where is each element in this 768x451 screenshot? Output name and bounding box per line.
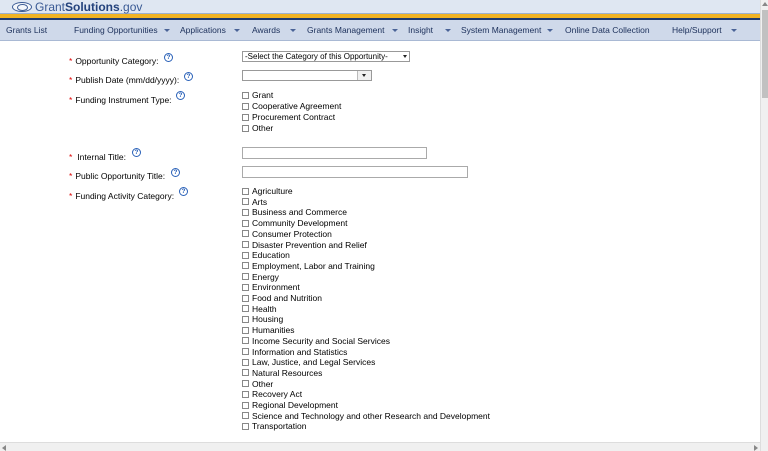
checkbox[interactable] xyxy=(242,262,249,269)
grantsolutions-logo[interactable] xyxy=(12,0,142,13)
activity-option[interactable] xyxy=(242,218,347,228)
activity-option[interactable] xyxy=(242,229,332,239)
activity-option[interactable] xyxy=(242,421,307,431)
checkbox[interactable] xyxy=(242,220,249,227)
checkbox[interactable] xyxy=(242,359,249,366)
activity-option[interactable] xyxy=(242,261,375,271)
checkbox[interactable] xyxy=(242,209,249,216)
checkbox[interactable] xyxy=(242,402,249,409)
option-label: Environment xyxy=(252,282,300,293)
activity-option[interactable] xyxy=(242,250,290,260)
option-label: Employment, Labor and Training xyxy=(252,260,375,271)
option-label: Disaster Prevention and Relief xyxy=(252,239,367,250)
option-label: Agriculture xyxy=(252,186,293,196)
checkbox[interactable] xyxy=(242,103,249,110)
option-label: Procurement Contract xyxy=(252,112,336,122)
instrument-option-procurement-contract[interactable] xyxy=(242,112,335,122)
checkbox[interactable] xyxy=(242,125,249,132)
opportunity-category-label: * Opportunity Category: xyxy=(69,56,159,66)
checkbox[interactable] xyxy=(242,391,249,398)
nav-grants-list[interactable]: Grants List xyxy=(6,25,48,35)
publish-date-label: * Publish Date (mm/dd/yyyy): xyxy=(69,75,180,85)
activity-option[interactable] xyxy=(242,368,322,378)
checkbox[interactable] xyxy=(242,337,249,344)
checkbox[interactable] xyxy=(242,295,249,302)
checkbox[interactable] xyxy=(242,305,249,312)
horizontal-scrollbar[interactable] xyxy=(0,442,760,451)
option-label: Information and Statistics xyxy=(252,346,348,357)
option-label: Arts xyxy=(252,196,268,207)
instrument-option-other[interactable] xyxy=(242,123,273,133)
chevron-down-icon[interactable] xyxy=(290,29,296,32)
option-label: Law, Justice, and Legal Services xyxy=(252,357,376,368)
activity-option[interactable] xyxy=(242,304,277,314)
chevron-down-icon[interactable] xyxy=(547,29,553,32)
activity-option[interactable] xyxy=(242,411,490,421)
activity-option[interactable] xyxy=(242,293,322,303)
activity-option[interactable] xyxy=(242,336,390,346)
internal-title-input[interactable] xyxy=(242,147,427,159)
activity-option[interactable] xyxy=(242,379,273,389)
nav-awards[interactable]: Awards xyxy=(252,25,281,35)
publish-date-picker[interactable] xyxy=(242,70,372,81)
option-label: Other xyxy=(252,123,274,133)
activity-option[interactable] xyxy=(242,357,375,367)
checkbox[interactable] xyxy=(242,327,249,334)
activity-option[interactable] xyxy=(242,197,267,207)
option-label: Community Development xyxy=(252,218,348,229)
activity-option[interactable] xyxy=(242,389,302,399)
activity-option[interactable] xyxy=(242,400,338,410)
chevron-down-icon[interactable] xyxy=(164,29,170,32)
checkbox[interactable] xyxy=(242,241,249,248)
option-label: Science and Technology and other Research and Development xyxy=(252,410,490,421)
option-label: Business and Commerce xyxy=(252,207,347,218)
checkbox[interactable] xyxy=(242,273,249,280)
option-label: Grant xyxy=(252,90,274,100)
option-label: Health xyxy=(252,303,277,314)
main-nav xyxy=(0,20,760,41)
checkbox[interactable] xyxy=(242,369,249,376)
help-icon[interactable]: ? xyxy=(184,72,193,81)
checkbox[interactable] xyxy=(242,348,249,355)
checkbox[interactable] xyxy=(242,114,249,121)
instrument-option-grant[interactable] xyxy=(242,90,273,100)
activity-option[interactable] xyxy=(242,325,295,335)
option-label: Humanities xyxy=(252,325,295,336)
checkbox[interactable] xyxy=(242,412,249,419)
option-label: Education xyxy=(252,250,290,261)
opportunity-category-value: -Select the Category of this Opportunity- xyxy=(245,52,388,61)
option-label: Transportation xyxy=(252,421,307,432)
nav-applications[interactable]: Applications xyxy=(180,25,226,35)
help-icon[interactable]: ? xyxy=(179,187,188,196)
internal-title-label: * Internal Title: xyxy=(69,152,126,162)
nav-funding-opportunities[interactable]: Funding Opportunities xyxy=(74,25,158,35)
funding-instrument-type-label: * Funding Instrument Type: xyxy=(69,95,172,105)
option-label: Other xyxy=(252,378,274,389)
activity-option[interactable] xyxy=(242,314,283,324)
nav-system-management[interactable]: System Management xyxy=(461,25,542,35)
option-label: Regional Development xyxy=(252,400,338,410)
activity-option[interactable] xyxy=(242,347,347,357)
opportunity-category-select[interactable] xyxy=(242,51,410,62)
logo-icon xyxy=(12,2,32,12)
help-icon[interactable]: ? xyxy=(176,91,185,100)
chevron-down-icon[interactable] xyxy=(234,29,240,32)
dropdown-arrow-icon xyxy=(403,55,407,58)
scroll-left-arrow-icon[interactable] xyxy=(2,445,6,451)
activity-option[interactable] xyxy=(242,240,367,250)
public-opportunity-title-label: * Public Opportunity Title: xyxy=(69,171,166,181)
nav-insight[interactable]: Insight xyxy=(408,25,434,35)
chevron-down-icon[interactable] xyxy=(392,29,398,32)
checkbox[interactable] xyxy=(242,316,249,323)
option-label: Natural Resources xyxy=(252,367,323,378)
option-label: Consumer Protection xyxy=(252,228,332,239)
checkbox[interactable] xyxy=(242,92,249,99)
instrument-option-cooperative-agreement[interactable] xyxy=(242,101,341,111)
option-label: Recovery Act xyxy=(252,389,303,400)
help-icon[interactable]: ? xyxy=(164,53,173,62)
option-label: Cooperative Agreement xyxy=(252,101,342,111)
option-label: Income Security and Social Services xyxy=(252,335,390,346)
checkbox[interactable] xyxy=(242,188,249,195)
activity-option[interactable] xyxy=(242,272,279,282)
option-label: Food and Nutrition xyxy=(252,293,322,303)
checkbox[interactable] xyxy=(242,423,249,430)
site-header xyxy=(0,0,760,14)
checkbox[interactable] xyxy=(242,284,249,291)
funding-activity-category-label: * Funding Activity Category: xyxy=(69,191,175,201)
checkbox[interactable] xyxy=(242,230,249,237)
chevron-down-icon[interactable] xyxy=(731,29,737,32)
activity-option[interactable] xyxy=(242,207,347,217)
checkbox[interactable] xyxy=(242,380,249,387)
scroll-right-arrow-icon[interactable] xyxy=(754,445,758,451)
checkbox[interactable] xyxy=(242,252,249,259)
nav-help-support[interactable]: Help/Support xyxy=(672,25,722,35)
scroll-up-arrow-icon[interactable] xyxy=(762,2,768,6)
logo-text: GrantSolutions.gov xyxy=(35,0,143,14)
activity-option[interactable] xyxy=(242,282,300,292)
help-icon[interactable]: ? xyxy=(171,168,180,177)
activity-option[interactable] xyxy=(242,186,293,196)
nav-grants-management[interactable]: Grants Management xyxy=(307,25,385,35)
nav-online-data-collection[interactable]: Online Data Collection xyxy=(565,25,650,35)
checkbox[interactable] xyxy=(242,198,249,205)
option-label: Housing xyxy=(252,314,284,325)
public-opportunity-title-input[interactable] xyxy=(242,166,468,178)
calendar-dropdown-icon[interactable] xyxy=(357,71,371,80)
scroll-thumb[interactable] xyxy=(762,10,768,98)
chevron-down-icon[interactable] xyxy=(445,29,451,32)
help-icon[interactable]: ? xyxy=(132,148,141,157)
option-label: Energy xyxy=(252,271,279,282)
vertical-scrollbar[interactable] xyxy=(760,0,768,451)
